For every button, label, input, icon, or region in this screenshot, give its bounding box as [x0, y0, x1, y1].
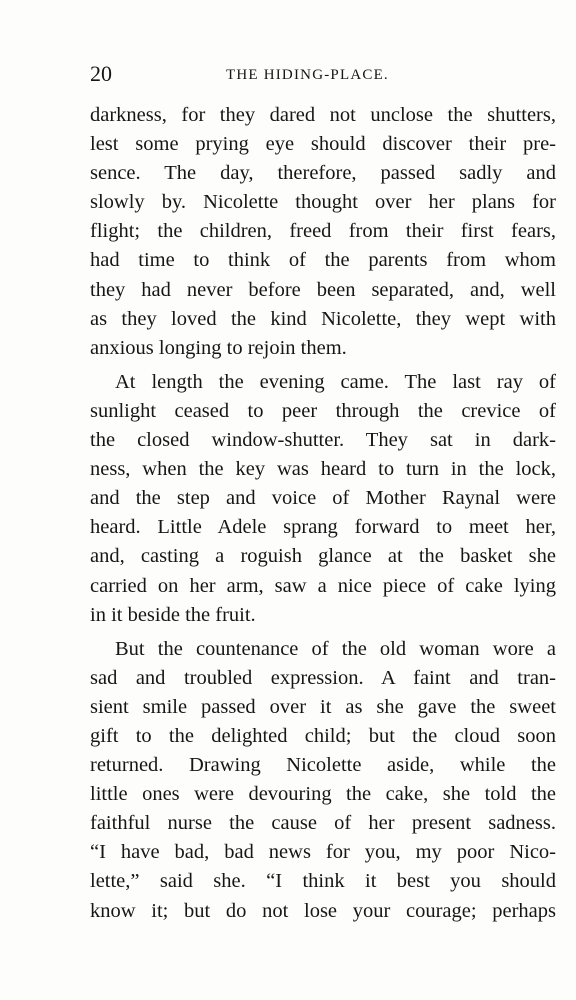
text-line: the closed window-shutter. They sat in dark- [90, 429, 556, 452]
text-line: lest some prying eye should discover their pre- [90, 133, 556, 156]
text-line: in it beside the fruit. [90, 603, 256, 626]
text-line: At length the evening came. The last ray of [115, 370, 556, 393]
running-head [90, 62, 554, 86]
text-line: ness, when the key was heard to turn in the lock, [90, 458, 556, 481]
text-line: slowly by. Nicolette thought over her plans for [90, 191, 556, 214]
text-line: and the step and voice of Mother Raynal were [90, 487, 556, 510]
text-line: as they loved the kind Nicolette, they wept with [90, 307, 556, 330]
text-line: heard. Little Adele sprang forward to meet her, [90, 516, 556, 539]
text-line: sad and troubled expression. A faint and tran- [90, 666, 556, 689]
paragraph-2 [90, 368, 556, 630]
text-line: little ones were devouring the cake, she told the [90, 783, 556, 806]
text-line: had time to think of the parents from whom [90, 249, 556, 272]
text-line: sunlight ceased to peer through the crevice of [90, 399, 556, 422]
text-line: flight; the children, freed from their first fears, [90, 220, 556, 243]
text-line: carried on her arm, saw a nice piece of cake lying [90, 574, 556, 597]
text-line: darkness, for they dared not unclose the shutters, [90, 104, 556, 126]
text-line: they had never before been separated, and, well [90, 278, 556, 301]
page-number: 20 [90, 61, 112, 86]
text-line: “I have bad, bad news for you, my poor Nico- [90, 841, 556, 864]
text-line: know it; but do not lose your courage; perhaps [90, 899, 556, 922]
text-line: But the countenance of the old woman wore a [115, 637, 556, 660]
text-line: anxious longing to rejoin them. [90, 336, 347, 359]
text-line: sient smile passed over it as she gave the sweet [90, 695, 556, 718]
text-line: faithful nurse the cause of her present sadness. [90, 812, 556, 835]
text-line: gift to the delighted child; but the cloud soon [90, 724, 556, 747]
text-line: lette,” said she. “I think it best you should [90, 870, 556, 893]
text-line: and, casting a roguish glance at the basket she [90, 545, 556, 568]
text-line: returned. Drawing Nicolette aside, while the [90, 754, 556, 777]
running-title: THE HIDING-PLACE. [226, 67, 389, 83]
text-line: sence. The day, therefore, passed sadly and [90, 162, 556, 185]
paragraph-3 [90, 635, 556, 926]
body-text [90, 101, 556, 926]
paragraph-1 [90, 101, 556, 363]
